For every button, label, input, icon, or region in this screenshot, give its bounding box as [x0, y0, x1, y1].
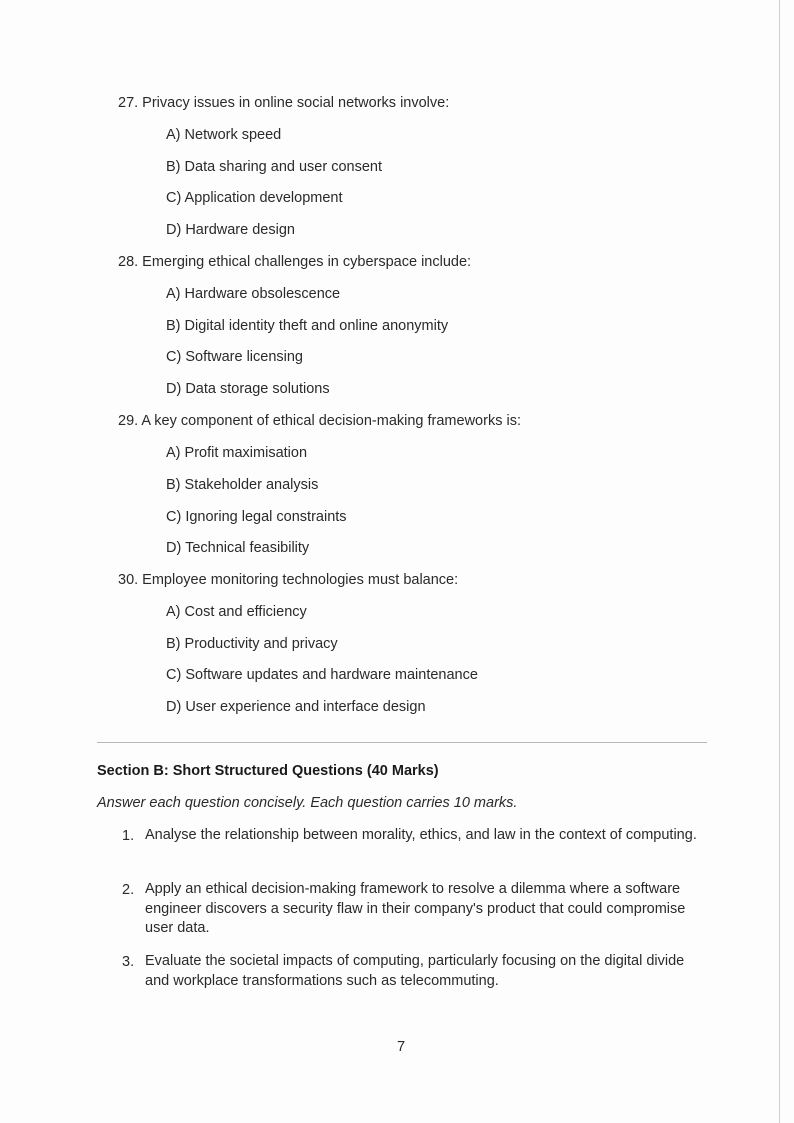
- scan-page-edge: [779, 0, 780, 1123]
- section-heading: Section B: Short Structured Questions (40 Marks): [97, 763, 439, 779]
- option: B) Stakeholder analysis: [166, 477, 319, 493]
- option: D) Hardware design: [166, 222, 295, 238]
- option: C) Software licensing: [166, 349, 303, 365]
- option: D) Data storage solutions: [166, 381, 330, 397]
- option: D) Technical feasibility: [166, 540, 310, 556]
- question-label: 29. A key component of ethical decision-making frameworks is:: [118, 413, 521, 429]
- option: C) Ignoring legal constraints: [166, 509, 347, 525]
- option: B) Digital identity theft and online anonymity: [166, 318, 449, 334]
- option: A) Profit maximisation: [166, 445, 308, 461]
- option: B) Data sharing and user consent: [166, 159, 383, 175]
- option: A) Network speed: [166, 127, 282, 143]
- page-number: 7: [397, 1039, 406, 1055]
- option: C) Application development: [166, 190, 343, 206]
- question-label: 30. Employee monitoring technologies must balance:: [118, 572, 459, 588]
- option: C) Software updates and hardware maintenance: [166, 667, 478, 683]
- option: B) Productivity and privacy: [166, 636, 338, 652]
- item-text: Evaluate the societal impacts of computing, particularly focusing on the digital divide and workplace transformations such as telecommuting.: [145, 953, 685, 989]
- item-text: Analyse the relationship between morality, ethics, and law in the context of computing.: [145, 827, 697, 843]
- item-text: Apply an ethical decision-making framework to resolve a dilemma where a software engineer discovers a security flaw in their company's product that could compromise user data.: [145, 881, 686, 936]
- section-instructions: Answer each question concisely. Each question carries 10 marks.: [97, 795, 518, 811]
- question-label: 28. Emerging ethical challenges in cyberspace include:: [118, 254, 472, 270]
- option: A) Hardware obsolescence: [166, 286, 341, 302]
- item-number: 3.: [122, 954, 135, 970]
- item-number: 1.: [122, 828, 135, 844]
- section-divider: [97, 742, 707, 743]
- option: A) Cost and efficiency: [166, 604, 307, 620]
- item-number: 2.: [122, 882, 135, 898]
- question-label: 27. Privacy issues in online social networks involve:: [118, 95, 450, 111]
- option: D) User experience and interface design: [166, 699, 426, 715]
